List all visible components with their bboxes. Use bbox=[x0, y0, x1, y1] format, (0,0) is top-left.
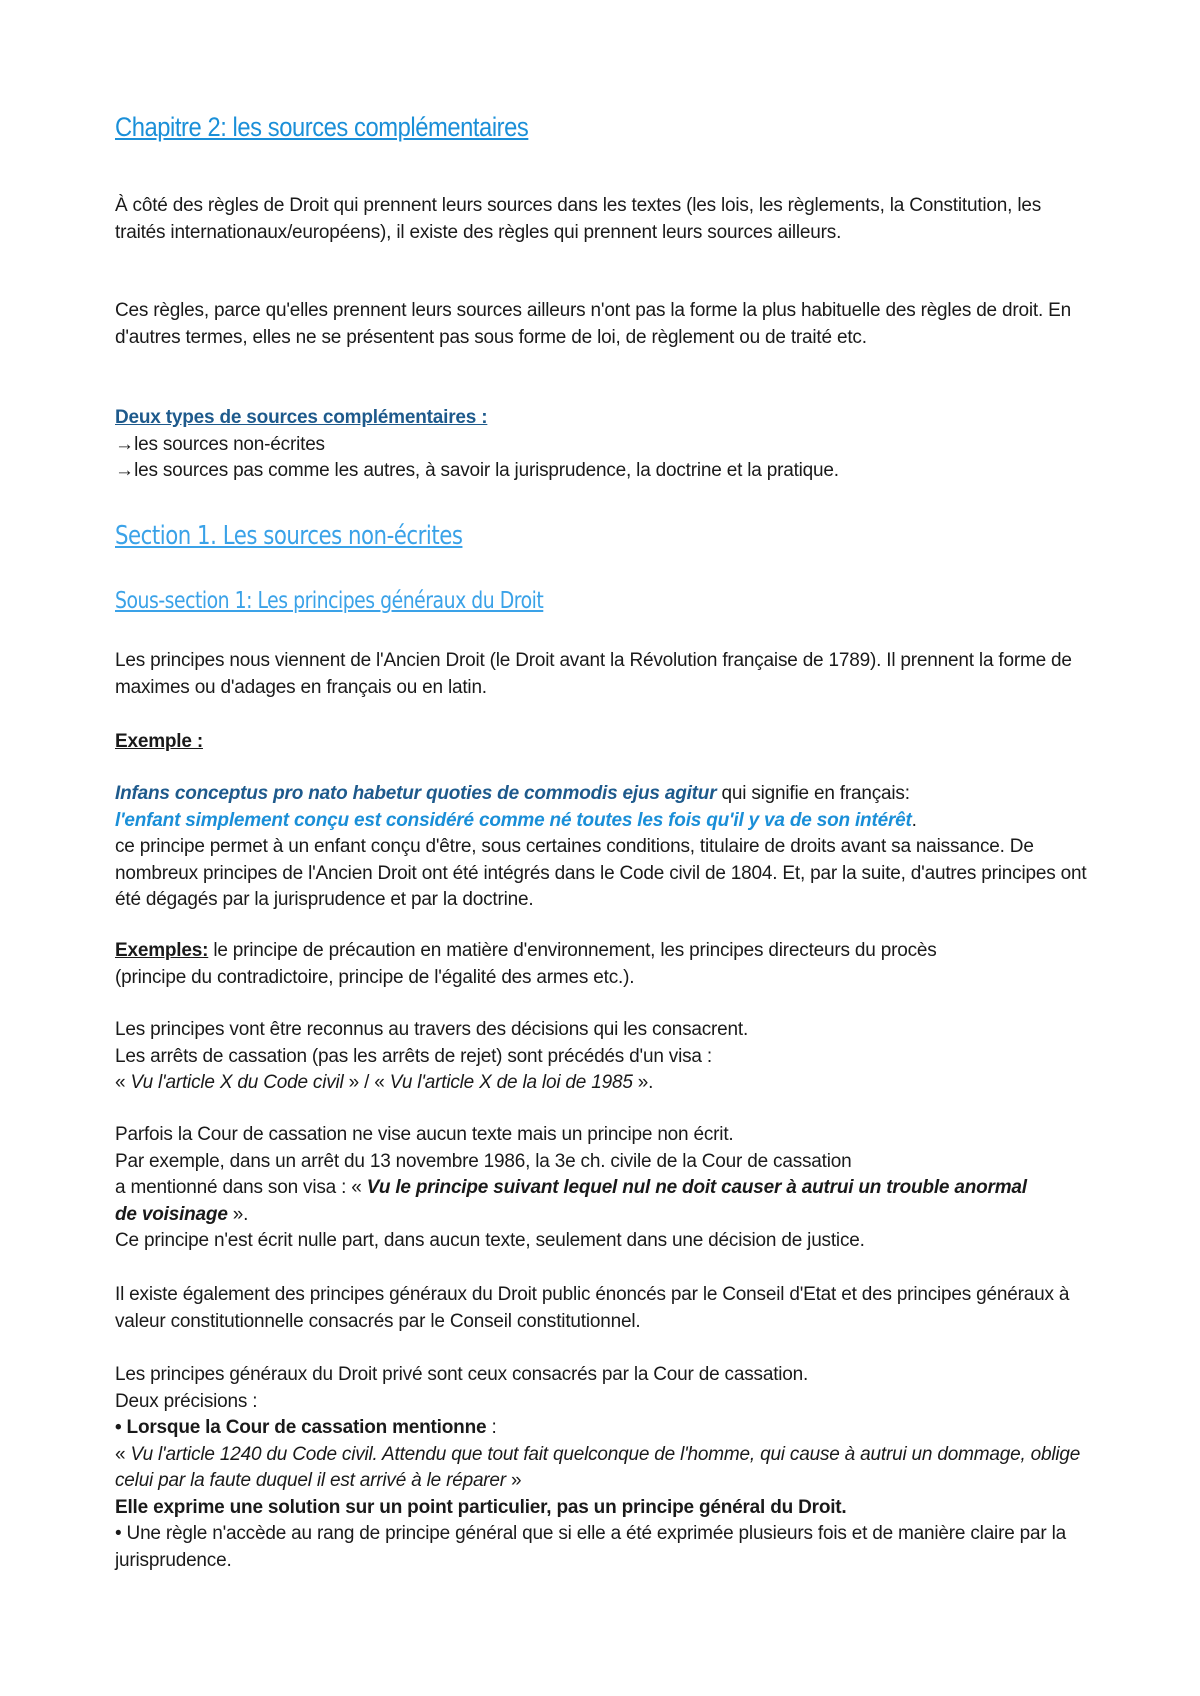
exemple-label bbox=[115, 729, 1090, 756]
droit-prive-line-1: Les principes généraux du Droit privé sont ceux consacrés par la Cour de cassation. bbox=[115, 1364, 809, 1385]
intro-paragraph-1: À côté des règles de Droit qui prennent leurs sources dans les textes (les lois, les règlements, la Constitution, les traités internationaux/européens), il existe des règles qui prennent leurs sources ailleurs. bbox=[115, 195, 1042, 243]
bullet-icon: • bbox=[115, 1523, 122, 1544]
intro-paragraph-2: Ces règles, parce qu'elles prennent leurs sources ailleurs n'ont pas la forme la plus habituelle des règles de droit. En d'autres termes, elles ne se présentent pas sous forme de loi, de règlement ou de traité etc. bbox=[115, 300, 1071, 348]
reconnus-line-3 bbox=[115, 1070, 1090, 1097]
types-heading: Deux types de sources complémentaires : bbox=[115, 407, 488, 428]
quote-open: « bbox=[115, 1072, 131, 1093]
maxime-explanation: ce principe permet à un enfant conçu d'être, sous certaines conditions, titulaire de droits avant sa naissance. De nombreux principes de l'Ancien Droit ont été intégrés dans le Code civil de 1804. Et, par la suite, d'autres principes ont été dégagés par la jurisprudence et par la doctrine. bbox=[115, 836, 1087, 910]
precision-2 bbox=[115, 1521, 1090, 1574]
subsection-heading: Sous-section 1: Les principes généraux du Droit bbox=[115, 588, 544, 614]
types-item-2 bbox=[115, 458, 1090, 485]
types-item-1 bbox=[115, 432, 1090, 459]
precision-2-text: Une règle n'accède au rang de principe général que si elle a été exprimée plusieurs fois et de manière claire par la jurisprudence. bbox=[115, 1523, 1066, 1571]
principes-paragraph: Les principes nous viennent de l'Ancien Droit (le Droit avant la Révolution française de 1789). Il prennent la forme de maximes ou d'adages en français ou en latin. bbox=[115, 650, 1072, 698]
parfois-line-1: Parfois la Cour de cassation ne vise aucun texte mais un principe non écrit. bbox=[115, 1124, 734, 1145]
quote-separator: » / « bbox=[343, 1072, 390, 1093]
types-block bbox=[115, 405, 1090, 485]
article-1240-quote bbox=[115, 1442, 1090, 1495]
latin-maxime-suffix: qui signifie en français: bbox=[716, 783, 910, 804]
reconnus-line-1: Les principes vont être reconnus au travers des décisions qui les consacrent. bbox=[115, 1019, 749, 1040]
precision-1 bbox=[115, 1415, 1090, 1442]
parfois-visa: Vu le principe suivant lequel nul ne doit causer à autrui un trouble anormal de voisinage bbox=[115, 1177, 1027, 1225]
parfois-visa-line bbox=[115, 1175, 1045, 1228]
bullet-icon: • bbox=[115, 1417, 122, 1438]
latin-maxime: Infans conceptus pro nato habetur quoties de commodis ejus agitur bbox=[115, 783, 717, 804]
parfois-line-4: Ce principe n'est écrit nulle part, dans aucun texte, seulement dans une décision de justice. bbox=[115, 1230, 865, 1251]
droit-prive-line-2: Deux précisions : bbox=[115, 1390, 258, 1412]
exemples-paragraph bbox=[115, 938, 1010, 991]
parfois-block bbox=[115, 1122, 1045, 1255]
section-heading: Section 1. Les sources non-écrites bbox=[115, 521, 463, 551]
arrow-right-icon: → bbox=[115, 460, 134, 481]
reconnus-line-2: Les arrêts de cassation (pas les arrêts de rejet) sont précédés d'un visa : bbox=[115, 1045, 712, 1067]
parfois-visa-suffix: ». bbox=[227, 1203, 249, 1225]
arrow-right-icon: → bbox=[115, 433, 134, 455]
reconnus-block bbox=[115, 1017, 1090, 1097]
types-item-2-text: les sources pas comme les autres, à savoir la jurisprudence, la doctrine et la pratique. bbox=[134, 460, 839, 481]
droit-public-paragraph: Il existe également des principes généraux du Droit public énoncés par le Conseil d'Etat et des principes généraux à valeur constitutionnelle consacrés par le Conseil constitutionnel. bbox=[115, 1284, 1070, 1332]
article-1240-text: Vu l'article 1240 du Code civil. Attendu que tout fait quelconque de l'homme, qui cause à autrui un dommage, oblige celui par la faute duquel il est arrivé à le réparer bbox=[115, 1443, 1081, 1491]
maxime-paragraph bbox=[115, 781, 1090, 914]
quote-close: » bbox=[505, 1470, 522, 1491]
quote-close: ». bbox=[632, 1072, 654, 1093]
parfois-line-2: Par exemple, dans un arrêt du 13 novembre 1986, la 3e ch. civile de la Cour de cassation bbox=[115, 1150, 852, 1172]
droit-prive-block bbox=[115, 1362, 1090, 1574]
exemples-label: Exemples: bbox=[115, 940, 209, 961]
exemples-text: le principe de précaution en matière d'environnement, les principes directeurs du procès (principe du contradictoire, principe de l'égalité des armes etc.). bbox=[115, 940, 937, 988]
quote-open: « bbox=[115, 1443, 131, 1465]
types-item-1-text: les sources non-écrites bbox=[134, 433, 325, 455]
exemple-label-text: Exemple : bbox=[115, 731, 203, 752]
parfois-visa-prefix: a mentionné dans son visa : « bbox=[115, 1177, 367, 1198]
conclusion-line: Elle exprime une solution sur un point particulier, pas un principe général du Droit. bbox=[115, 1496, 847, 1518]
visa-1: Vu l'article X du Code civil bbox=[130, 1072, 344, 1093]
precision-1-colon: : bbox=[486, 1417, 497, 1438]
chapter-title: Chapitre 2: les sources complémentaires bbox=[115, 112, 529, 142]
visa-2: Vu l'article X de la loi de 1985 bbox=[389, 1072, 633, 1093]
french-translation: l'enfant simplement conçu est considéré comme né toutes les fois qu'il y va de son intérêt bbox=[115, 809, 912, 831]
french-translation-suffix: . bbox=[911, 809, 917, 831]
precision-1-label: Lorsque la Cour de cassation mentionne bbox=[126, 1417, 487, 1438]
